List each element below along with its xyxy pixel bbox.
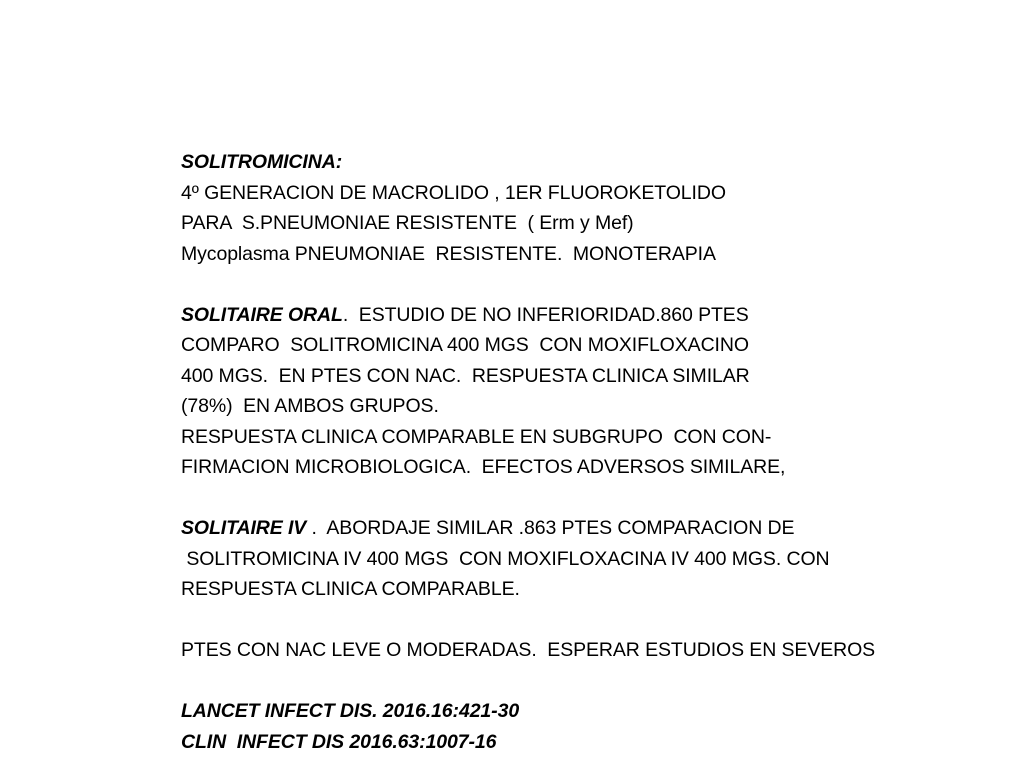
solitaire-iv-line-2: SOLITROMICINA IV 400 MGS CON MOXIFLOXACINA IV 400 MGS. CON <box>181 547 830 570</box>
solitaire-iv-line-1-rest: . ABORDAJE SIMILAR .863 PTES COMPARACION DE <box>306 517 795 539</box>
spacer <box>181 605 1011 636</box>
solitaire-oral-line-5: RESPUESTA CLINICA COMPARABLE EN SUBGRUPO CON CON- <box>181 425 772 448</box>
solitaire-oral-line-1 <box>181 300 1011 331</box>
spacer <box>181 269 1011 300</box>
solitaire-oral-title: SOLITAIRE ORAL <box>181 303 343 326</box>
solitromicina-heading: SOLITROMICINA: <box>181 151 343 173</box>
solitromicina-line-1: 4º GENERACION DE MACROLIDO , 1ER FLUOROKETOLIDO <box>181 181 726 204</box>
spacer <box>181 666 1011 697</box>
solitaire-oral-line-6: FIRMACION MICROBIOLOGICA. EFECTOS ADVERSOS SIMILARE, <box>181 456 786 478</box>
reference-lancet: LANCET INFECT DIS. 2016.16:421-30 <box>181 700 520 722</box>
slide-text-body <box>181 147 1011 757</box>
solitaire-oral-line-1-rest: . ESTUDIO DE NO INFERIORIDAD.860 PTES <box>342 303 749 326</box>
solitaire-iv-line-1 <box>181 513 1011 544</box>
solitaire-oral-line-3: 400 MGS. EN PTES CON NAC. RESPUESTA CLINICA SIMILAR <box>181 364 750 387</box>
solitaire-oral-line-2: COMPARO SOLITROMICINA 400 MGS CON MOXIFLOXACINO <box>181 334 749 356</box>
spacer <box>181 483 1011 514</box>
solitromicina-line-3: Mycoplasma PNEUMONIAE RESISTENTE. MONOTERAPIA <box>181 242 716 265</box>
solitromicina-line-2: PARA S.PNEUMONIAE RESISTENTE ( Erm y Mef) <box>181 212 634 234</box>
solitaire-iv-title: SOLITAIRE IV <box>181 517 307 539</box>
solitaire-oral-line-4: (78%) EN AMBOS GRUPOS. <box>181 395 439 417</box>
conclusion-line: PTES CON NAC LEVE O MODERADAS. ESPERAR ESTUDIOS EN SEVEROS <box>181 639 876 661</box>
solitaire-iv-line-3: RESPUESTA CLINICA COMPARABLE. <box>181 578 520 600</box>
reference-clin-infect: CLIN INFECT DIS 2016.63:1007-16 <box>181 730 497 753</box>
